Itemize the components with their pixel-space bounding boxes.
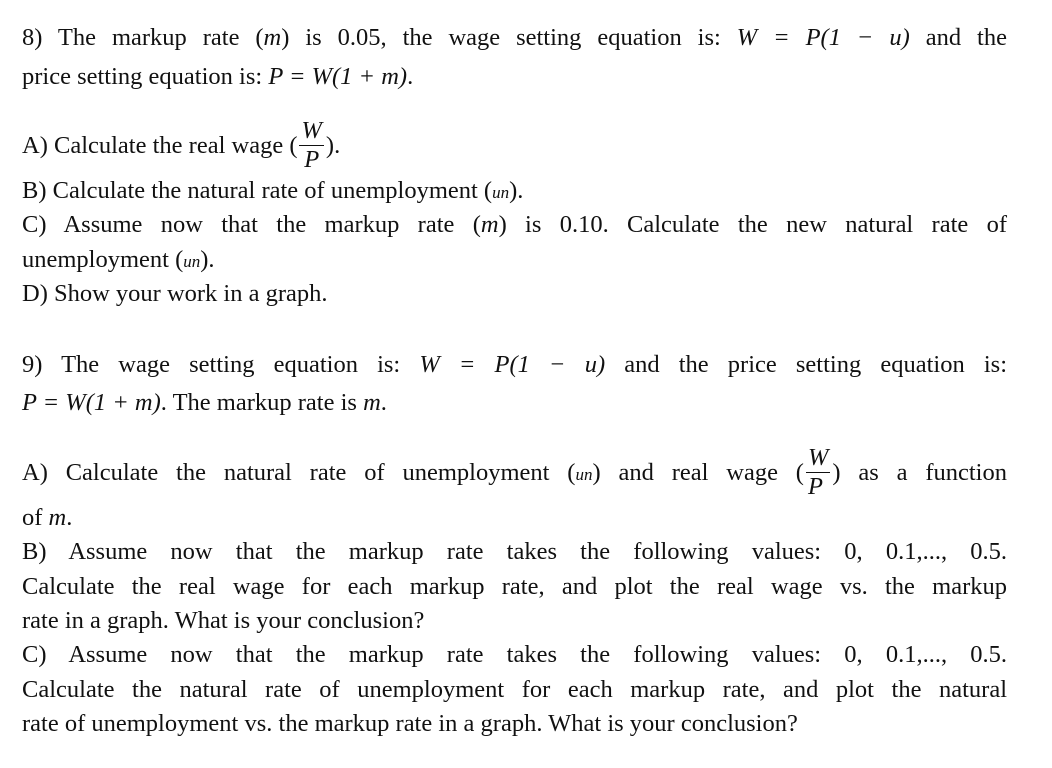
q9-of-text: of	[22, 504, 49, 531]
markup-variable: m	[363, 389, 381, 416]
q8-part-c-text: C) Assume now that the markup rate (	[22, 211, 481, 238]
q8-line-2	[22, 62, 1007, 92]
q8-part-c-end: ).	[200, 246, 215, 273]
q8-line-1	[22, 23, 1007, 53]
q9-part-c-line-1: C) Assume now that the markup rate takes the following values: 0, 0.1,..., 0.5.	[22, 641, 1007, 668]
q8-part-a-end: ).	[325, 132, 341, 160]
q9-part-b-line-3: rate in a graph. What is your conclusion?	[22, 607, 425, 634]
fraction-denominator: P	[304, 146, 320, 173]
q8-intro-text: 8) The markup rate (	[22, 24, 264, 51]
real-wage-fraction	[299, 117, 323, 174]
wage-setting-equation: W = P(1 − u)	[419, 351, 606, 378]
q9-intro-text: 9) The wage setting equation is:	[22, 351, 420, 378]
q8-part-a	[22, 119, 1007, 176]
price-setting-equation: P = W(1 + m)	[268, 63, 408, 90]
q9-intro-text-2: and the price setting equation is:	[605, 351, 1007, 378]
wage-setting-equation: W = P(1 − u)	[736, 24, 910, 51]
natural-rate-variable: un	[575, 465, 593, 485]
q8-part-a-text: A) Calculate the real wage (	[22, 132, 298, 160]
q8-part-b	[22, 176, 1007, 208]
q8-price-label: price setting equation is:	[22, 63, 269, 90]
q9-part-a-text-2: ) and real wage (	[592, 459, 804, 487]
q8-intro-text-2: ) is 0.05, the wage setting equation is:	[281, 24, 737, 51]
q9-part-b-line-1: B) Assume now that the markup rate takes the following values: 0, 0.1,..., 0.5.	[22, 538, 1007, 565]
fraction-denominator: P	[807, 473, 823, 500]
q8-part-d: D) Show your work in a graph.	[22, 280, 328, 307]
q8-part-b-text: B) Calculate the natural rate of unemployment (	[22, 177, 493, 204]
q8-part-c-line-1	[22, 210, 1007, 240]
q8-period: .	[407, 63, 414, 90]
fraction-numerator: W	[301, 117, 322, 144]
markup-variable: m	[48, 504, 67, 531]
q9-part-a-text: A) Calculate the natural rate of unemployment (	[22, 459, 576, 487]
price-setting-equation: P = W(1 + m)	[22, 389, 161, 416]
q8-part-c-line-2	[22, 245, 1007, 277]
real-wage-fraction	[806, 444, 830, 501]
q9-markup-text: . The markup rate is	[160, 389, 364, 416]
q9-line-1	[22, 350, 1007, 380]
q9-part-c-line-2: Calculate the natural rate of unemployment for each markup rate, and plot the natural	[22, 676, 1007, 703]
q9-part-a-text-3: ) as a function	[832, 459, 1007, 487]
markup-variable: m	[263, 24, 282, 51]
q9-part-b-line-2: Calculate the real wage for each markup rate, and plot the real wage vs. the markup	[22, 573, 1007, 600]
q9-part-a-cont	[22, 503, 1007, 533]
q9-line-2	[22, 388, 1007, 418]
q9-period: .	[380, 389, 387, 416]
q9-period-2: .	[66, 504, 73, 531]
q8-intro-text-3: and the	[909, 24, 1007, 51]
natural-rate-variable: un	[183, 252, 201, 271]
q9-part-c-line-3: rate of unemployment vs. the markup rate in a graph. What is your conclusion?	[22, 710, 798, 737]
natural-rate-variable: un	[492, 183, 510, 202]
q8-part-c-text-2: ) is 0.10. Calculate the new natural rate of	[498, 211, 1007, 238]
q9-part-a	[22, 446, 1007, 503]
q8-part-c-cont: unemployment (	[22, 246, 184, 273]
q8-part-b-end: ).	[509, 177, 524, 204]
markup-variable: m	[480, 211, 499, 238]
fraction-numerator: W	[807, 444, 829, 471]
